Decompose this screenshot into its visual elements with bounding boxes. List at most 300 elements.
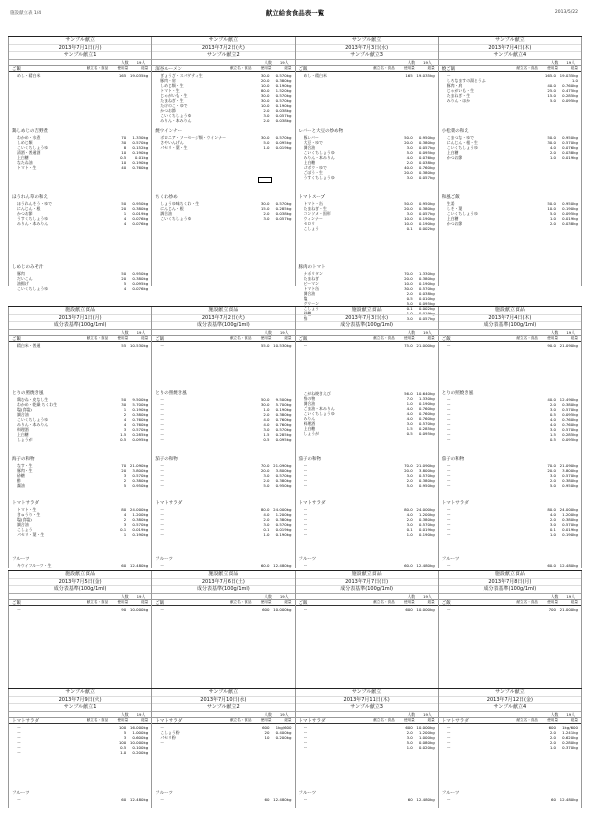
ingredient-total: 0.380kg — [418, 169, 435, 175]
ingredient-total: 1.200kg — [418, 511, 435, 517]
day-header — [152, 37, 294, 60]
column-header-g: 総量 — [427, 335, 435, 340]
ingredient-qty: 60 — [551, 796, 556, 802]
ingredient-name: ー — [303, 562, 308, 568]
ingredient-name: こしょう粉 — [160, 729, 180, 735]
ingredient-qty: 4 — [123, 511, 127, 517]
dish-name: フルーツ — [155, 557, 173, 562]
ingredient-total: 9.500kg — [275, 396, 292, 402]
ingredient-qty: 5.0 — [406, 149, 413, 155]
ingredient-name: なす・生 — [17, 462, 33, 468]
day-column — [8, 37, 152, 291]
ingredient-qty: 4.0 — [406, 411, 413, 416]
ingredient-qty: 1.0 — [406, 744, 413, 750]
dish-name: トマトサラダ — [441, 719, 469, 724]
ingredient-total: 0.285kg — [132, 431, 149, 437]
ingredient-name: ー — [303, 477, 308, 483]
ingredient-row — [439, 155, 581, 160]
ingredient-name: かつお節 — [17, 210, 33, 216]
ingredient-qty: 3.0 — [263, 426, 270, 432]
ingredient-qty: 4.0 — [549, 416, 556, 422]
menu-section — [439, 791, 581, 802]
menu-section — [152, 457, 294, 488]
ingredient-total: 0.095kg — [562, 97, 578, 103]
ingredient-total: 0.760kg — [275, 421, 292, 427]
ingredient-total: 0.190kg — [132, 149, 149, 155]
dish-name: フルーツ — [441, 791, 460, 796]
ingredient-qty: 1 — [123, 210, 127, 216]
day-header — [152, 571, 294, 594]
ingredient-name: ー — [446, 516, 451, 522]
ingredient-name: うすくちしょうゆ — [303, 174, 335, 180]
ingredient-qty: 90.0 — [547, 342, 556, 348]
ingredient-total: 0.200kg — [132, 749, 149, 755]
ingredient-name: ー — [160, 531, 165, 537]
day-header-line: サンプル献立 — [439, 689, 581, 697]
ingredient-name: 酢の物 — [303, 396, 316, 401]
day-column — [439, 37, 582, 286]
ingredient-qty: 1.0 — [549, 154, 556, 160]
ingredient-qty: 20.0 — [404, 205, 413, 211]
ingredient-qty: 0.1 — [406, 225, 413, 231]
ingredient-qty: 10.0 — [404, 220, 413, 226]
day-header-line: 2013年7月1日(月) — [9, 45, 151, 53]
ingredient-total: 19.035kg — [416, 72, 435, 78]
ingredient-total: 0.095kg — [275, 139, 292, 145]
menu-section — [152, 501, 294, 537]
people-count: 19人 — [136, 711, 146, 717]
dish-name: 焼ご飯 — [441, 67, 456, 72]
ingredient-qty: 20.0 — [404, 169, 413, 175]
menu-block-2 — [8, 306, 582, 568]
ingredient-name: しそ・葉 — [446, 205, 463, 211]
ingredient-name: 料理酒 — [17, 426, 29, 432]
ingredient-name: しめじ類・生 — [160, 82, 184, 88]
ingredient-total: 0.950kg — [418, 200, 435, 206]
ingredient-qty: 4.0 — [549, 144, 556, 150]
ingredient-total: 0.190kg — [275, 102, 292, 108]
ingredient-name: ー — [303, 482, 308, 488]
ingredient-total: 0.038kg — [275, 210, 292, 216]
people-count: 19人 — [279, 711, 289, 717]
ingredient-qty: 1.0 — [549, 215, 556, 221]
ingredient-name: 塩 — [303, 295, 308, 301]
ingredient-total: 0.570kg — [562, 521, 578, 527]
column-header-g: 総量 — [427, 65, 435, 70]
ingredient-total: 0.950kg — [132, 270, 149, 276]
ingredient-qty: 60 — [264, 796, 270, 802]
column-header-qty: 使用量 — [403, 65, 415, 70]
ingredient-total: 10.000kg — [416, 606, 435, 612]
ingredient-qty: 1.5 — [406, 426, 413, 431]
menu-section — [152, 719, 294, 745]
ingredient-qty: 50 — [121, 396, 127, 402]
column-header-qty: 使用量 — [403, 717, 415, 722]
ingredient-total: 0.190kg — [275, 406, 292, 412]
dish-name: ご飯 — [12, 601, 21, 606]
ingredient-total: 3.800kg — [562, 467, 578, 473]
ingredient-name: こしょう — [303, 225, 320, 231]
day-header-line: サンプル献立2 — [207, 52, 240, 58]
ingredient-total: 10.000kg — [129, 606, 149, 612]
ingredient-qty: 1.0 — [406, 310, 413, 316]
ingredient-total: 0.019kg — [275, 144, 292, 150]
day-header-line: サンプル献立 — [152, 37, 294, 45]
ingredient-qty: 2.0 — [263, 516, 270, 522]
ingredient-row — [296, 73, 438, 78]
ingredient-qty: 20.0 — [404, 139, 413, 145]
day-header-line: 施設献立食品 — [152, 307, 294, 315]
ingredient-name: わかめ・水煮 — [17, 134, 41, 140]
menu-section — [9, 719, 151, 755]
ingredient-row — [152, 797, 294, 802]
ingredient-total: 0.950kg — [132, 482, 149, 488]
ingredient-qty: 1 — [123, 406, 127, 412]
day-header — [296, 37, 438, 60]
ingredient-row — [439, 607, 581, 612]
people-count: 人数 — [407, 329, 416, 335]
day-header-line: 2013年7月12日(金) — [439, 697, 581, 705]
dish-name: 豚肉のトマト — [298, 265, 326, 270]
column-header-g: 総量 — [427, 599, 435, 604]
ingredient-name: トマト缶 — [303, 285, 320, 291]
ingredient-total: 0.019kg — [418, 310, 435, 316]
ingredient-name: ー — [17, 749, 21, 755]
column-header-g: 総量 — [284, 65, 292, 70]
people-count: 人数 — [121, 711, 129, 717]
ingredient-row — [9, 343, 151, 348]
day-column — [8, 689, 152, 808]
ingredient-qty: 0.5 — [549, 411, 556, 417]
ingredient-qty: 60 — [121, 562, 127, 568]
ingredient-total: 0.057kg — [275, 112, 292, 118]
ingredient-total: 0.620kg — [562, 734, 578, 740]
ingredient-qty: 0.1 — [549, 526, 556, 532]
ingredient-qty: 4.0 — [263, 416, 270, 422]
people-count: 19人 — [423, 711, 432, 717]
ingredient-total: 0.038kg — [418, 290, 435, 296]
ingredient-name: トマト・生 — [17, 164, 37, 170]
people-count: 人数 — [264, 711, 272, 717]
ingredient-name: ー — [446, 426, 451, 432]
ingredient-qty: 2.0 — [263, 411, 270, 417]
ingredient-name: ー — [160, 506, 165, 512]
ingredient-qty: 0.1 — [263, 526, 270, 532]
ingredient-name: ー — [160, 482, 165, 488]
ingredient-qty: 50.0 — [547, 200, 556, 206]
ingredient-qty: 40.0 — [404, 164, 413, 170]
ingredient-row — [9, 532, 151, 537]
ingredient-name: 調合油 — [160, 210, 172, 216]
ingredient-qty: 3.0 — [406, 174, 413, 180]
ingredient-qty: 80 — [121, 506, 127, 512]
ingredient-total: 0.380kg — [132, 275, 149, 281]
ingredient-qty: 4.0 — [406, 406, 413, 411]
ingredient-name: みりん・本みりん — [17, 421, 49, 427]
menu-section — [9, 557, 151, 568]
ingredient-name: ー — [446, 744, 451, 750]
ingredient-qty: 40 — [121, 164, 127, 170]
ingredient-name: 砂糖 — [17, 472, 25, 478]
ingredient-qty: 4 — [123, 421, 127, 427]
ingredient-qty: 2.0 — [549, 220, 556, 226]
ingredient-qty: 15.0 — [260, 205, 270, 211]
day-header-line: サンプル献立3 — [350, 704, 383, 710]
ingredient-row — [152, 437, 294, 442]
ingredient-total: 0.570kg — [562, 139, 578, 145]
ingredient-name: みりん・本みりん — [303, 154, 335, 160]
ingredient-qty: 20.0 — [404, 275, 413, 281]
ingredient-total: 0.095kg — [132, 436, 149, 442]
ingredient-qty: 3 — [123, 734, 127, 740]
menu-section — [439, 129, 581, 160]
ingredient-total: 21.090kg — [273, 462, 292, 468]
ingredient-qty: 75.0 — [404, 342, 413, 348]
ingredient-name: ー — [303, 342, 308, 348]
dish-name: 和風ご飯 — [441, 195, 460, 200]
ingredient-qty: 10.0 — [547, 205, 556, 211]
column-header-g: 総量 — [427, 717, 435, 722]
menu-section — [152, 129, 294, 150]
ingredient-row — [9, 165, 151, 170]
ingredient-name: ー — [160, 606, 165, 612]
ingredient-qty: 70.0 — [404, 270, 413, 276]
day-header-line: 2013年7月7日(日) — [296, 579, 438, 587]
ingredient-qty: 30.0 — [404, 285, 413, 291]
ingredient-total: 0.950kg — [562, 134, 578, 140]
day-header — [439, 37, 581, 60]
ingredient-qty: 2.0 — [549, 477, 556, 483]
ingredient-qty: 56.0 — [404, 391, 413, 396]
ingredient-qty: 70.0 — [547, 462, 556, 468]
ingredient-total: 0.760kg — [418, 164, 435, 170]
ingredient-name: ー — [446, 511, 451, 517]
column-header-name: 献立名・食品 — [86, 65, 109, 70]
day-header-line: サンプル献立 — [152, 689, 294, 697]
ingredient-name: ー — [446, 739, 451, 745]
ingredient-name: ー — [160, 477, 165, 483]
ingredient-row — [296, 797, 438, 802]
day-header-line: サンプル献立2 — [207, 704, 240, 710]
ingredient-total: 0.380kg — [132, 516, 149, 522]
dish-name: ご飯 — [441, 337, 451, 342]
day-column — [8, 571, 152, 690]
ingredient-qty: 0.5 — [120, 744, 127, 750]
menu-section — [152, 195, 294, 221]
menu-section — [296, 457, 438, 488]
day-header-line: 2013年7月1日(月) — [9, 315, 151, 323]
ingredient-total: 0.380kg — [418, 139, 435, 145]
ingredient-total: 0.002kg — [418, 225, 435, 231]
ingredient-total: 0.380kg — [418, 205, 435, 211]
dish-name: フルーツ — [441, 557, 460, 562]
ingredient-qty: 0.1 — [406, 305, 413, 311]
ingredient-qty: 30.0 — [260, 200, 270, 206]
ingredient-name: ー — [446, 411, 451, 417]
ingredient-total: 24.000kg — [129, 506, 149, 512]
ingredient-qty: 4.0 — [406, 416, 413, 421]
ingredient-total: 0.010kg — [418, 295, 435, 301]
ingredient-name: たけのこ・ゆで — [160, 102, 188, 108]
ingredient-total: 1.200kg — [418, 729, 435, 735]
people-count: 19人 — [566, 329, 575, 335]
ingredient-total: 19.035kg — [129, 72, 149, 78]
ingredient-row — [9, 797, 151, 802]
ingredient-total: 5.700kg — [132, 401, 149, 407]
ingredient-qty: 600 — [548, 724, 556, 730]
column-header-qty: 使用量 — [547, 65, 558, 70]
dish-name: フルーツ — [155, 791, 173, 796]
dish-name: 焼ウインナー — [155, 129, 183, 134]
ingredient-name: ー — [303, 506, 308, 512]
ingredient-qty: 4.0 — [549, 421, 556, 427]
menu-section — [9, 265, 151, 291]
ingredient-name: ー — [446, 562, 451, 568]
ingredient-name: こいくちしょうゆ — [160, 215, 192, 221]
column-header-qty: 使用量 — [117, 599, 129, 604]
menu-block-4 — [8, 688, 582, 808]
people-count: 人数 — [264, 59, 272, 65]
ingredient-total: 0.570kg — [275, 426, 292, 432]
ingredient-name: ー — [160, 724, 165, 730]
ingredient-qty: 25.0 — [547, 87, 556, 93]
day-header-line: 成分表基準(100g/1ml) — [340, 586, 393, 592]
ingredient-name: みりん — [303, 416, 316, 421]
column-header-g: 総量 — [141, 599, 149, 604]
ingredient-name: ー — [160, 739, 165, 745]
column-header-name: 献立名・食品 — [516, 335, 538, 340]
ingredient-name: ー — [446, 431, 451, 437]
ingredient-qty: 3.0 — [406, 421, 413, 426]
ingredient-name: 豚肉 — [17, 270, 25, 276]
ingredient-name: にんじん・根 — [160, 205, 184, 211]
day-header-line: 施設献立食品 — [9, 571, 151, 579]
ingredient-name: ー — [446, 724, 451, 730]
people-count: 人数 — [550, 711, 559, 717]
ingredient-qty: 3.0 — [406, 144, 413, 150]
ingredient-row — [296, 532, 438, 537]
ingredient-total: 21.000kg — [559, 606, 578, 612]
column-header-qty: 使用量 — [117, 717, 129, 722]
ingredient-total: 21.090kg — [129, 462, 149, 468]
ingredient-qty: 3.0 — [549, 472, 556, 478]
ingredient-name: ー — [160, 431, 165, 437]
ingredient-total: 0.285kg — [418, 426, 435, 431]
ingredient-total: 0.057kg — [275, 215, 292, 221]
ingredient-qty: 0.5 — [120, 154, 127, 160]
menu-section — [9, 457, 151, 488]
ingredient-total: 0.285kg — [275, 205, 292, 211]
ingredient-total: 0.380kg — [562, 477, 578, 483]
day-header-line: サンプル献立1 — [63, 52, 97, 58]
ingredient-qty: 165 — [118, 72, 127, 78]
ingredient-total: 0.600kg — [132, 734, 149, 740]
ingredient-name: ー — [160, 796, 165, 802]
day-column — [296, 689, 439, 808]
day-header-line: 2013年7月6日(土) — [152, 579, 294, 587]
day-header-line: 施設献立食品 — [152, 571, 294, 579]
ingredient-total: 0.076kg — [562, 144, 578, 150]
ingredient-total: 0.095kg — [562, 210, 578, 216]
ingredient-qty: 2.0 — [406, 516, 413, 522]
ingredient-name: こいくちしょうゆ — [446, 144, 478, 150]
people-count: 人数 — [407, 59, 416, 65]
dish-name: トマトサラダ — [298, 501, 326, 506]
ingredient-total: 1.241kg — [562, 729, 578, 735]
day-header-line: サンプル献立 — [296, 689, 438, 697]
ingredient-total: 24.000kg — [273, 506, 292, 512]
ingredient-total: 0.019kg — [562, 154, 578, 160]
ingredient-name: 醤油 — [17, 482, 25, 488]
ingredient-total: 0.190kg — [132, 159, 149, 165]
ingredient-total: 1.000kg — [418, 734, 435, 740]
people-count: 人数 — [121, 593, 129, 599]
ingredient-row — [296, 607, 438, 612]
ingredient-row — [439, 343, 581, 348]
ingredient-name: こいくちしょうゆ — [17, 285, 49, 291]
ingredient-row — [9, 73, 151, 78]
menu-section — [439, 601, 581, 612]
ingredient-row — [9, 607, 151, 612]
ingredient-name: ー — [160, 462, 165, 468]
ingredient-qty: 3.0 — [549, 406, 556, 412]
day-column — [152, 689, 295, 808]
ingredient-qty: 2.0 — [549, 739, 556, 745]
ingredient-qty: 10.0 — [260, 82, 270, 88]
ingredient-total: 0.019kg — [562, 526, 578, 532]
ingredient-total: 0.019kg — [275, 526, 292, 532]
ingredient-row — [152, 118, 294, 123]
ingredient-total: 0.760kg — [275, 416, 292, 422]
column-header-name: 献立名・食品 — [229, 335, 252, 340]
column-header-name: 献立名・食品 — [373, 335, 395, 340]
people-count: 人数 — [121, 59, 129, 65]
ingredient-name: しめじ類 — [17, 139, 33, 145]
day-header-line: サンプル献立4 — [493, 52, 527, 58]
column-header-name: 献立名・食品 — [516, 65, 538, 70]
ingredient-qty: 100 — [118, 739, 127, 745]
ingredient-qty: 40.0 — [547, 82, 556, 88]
ingredient-name: 料理酒 — [303, 421, 316, 426]
ingredient-qty: 10.0 — [404, 215, 413, 221]
ingredient-name: ー — [446, 396, 451, 402]
ingredient-name: ー — [446, 467, 451, 473]
ingredient-name: ー — [446, 421, 451, 427]
ingredient-total: 0.190kg — [562, 205, 578, 211]
day-header-line: 2013年7月4日(木) — [439, 45, 581, 53]
ingredient-name: ー — [160, 416, 165, 422]
dish-name: 海子の和物 — [12, 457, 35, 462]
column-header-qty: 使用量 — [547, 717, 558, 722]
ingredient-name: ー — [303, 796, 308, 802]
people-count: 19人 — [566, 711, 575, 717]
ingredient-row — [439, 745, 581, 750]
day-header — [439, 689, 581, 712]
ingredient-name: ー — [303, 606, 308, 612]
dish-name: ご飯 — [298, 601, 308, 606]
ingredient-qty: 3 — [123, 472, 127, 478]
ingredient-name: 調合油 — [17, 411, 29, 417]
ingredient-total: 0.095kg — [562, 411, 578, 417]
ingredient-name: かつお節 — [446, 220, 463, 226]
ingredient-qty: 0.5 — [120, 436, 127, 442]
day-header-line: サンプル献立1 — [63, 704, 97, 710]
ingredient-qty: 20 — [264, 729, 270, 735]
dish-name: とりの照焼き風 — [12, 391, 44, 396]
column-header-name: 献立名・食品 — [86, 717, 109, 722]
ingredient-qty: 40.0 — [547, 396, 556, 402]
ingredient-qty: 55.0 — [260, 342, 270, 348]
